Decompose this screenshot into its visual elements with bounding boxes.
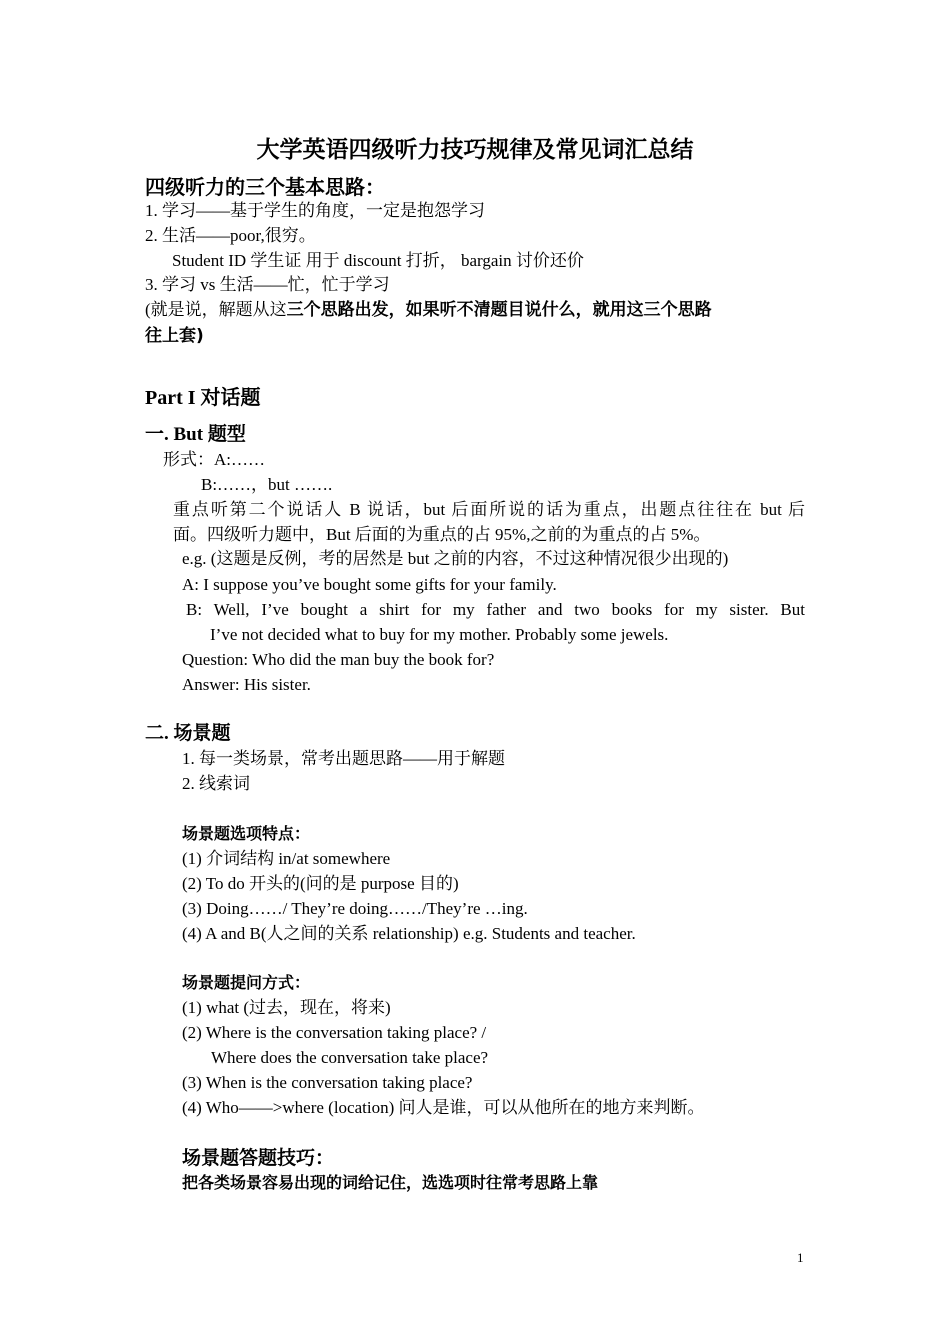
question-item: (3) When is the conversation taking place?: [182, 1073, 473, 1092]
intro-heading: 四级听力的三个基本思路：: [145, 175, 385, 199]
section-1-form-b: B:……，but …….: [201, 475, 333, 494]
intro-note-bold: 三个思路出发，如果听不清题目说什么，就用这三个思路: [286, 300, 712, 320]
section-1-dialog-b-2: I’ve not decided what to buy for my mother. Probably some jewels.: [210, 625, 669, 644]
skills-heading: 场景题答题技巧：: [182, 1147, 335, 1169]
skills-text: 把各类场景容易出现的词给记住，选选项时往常考思路上靠: [182, 1173, 599, 1192]
questions-heading: 场景题提问方式：: [182, 973, 311, 992]
section-1-form-a: 形式：A:……: [163, 450, 265, 469]
question-item: (2) Where is the conversation taking place? /: [182, 1023, 487, 1042]
question-item: (1) what (过去，现在，将来): [182, 998, 391, 1017]
question-item: Where does the conversation take place?: [211, 1048, 489, 1067]
section-1-example-note: e.g. (这题是反例，考的居然是 but 之前的内容，不过这种情况很少出现的): [182, 549, 729, 568]
feature-item: (1) 介词结构 in/at somewhere: [182, 849, 391, 868]
document-title: 大学英语四级听力技巧规律及常见词汇总结: [256, 137, 694, 163]
section-2-item-1: 1. 每一类场景，常考出题思路——用于解题: [182, 749, 505, 768]
intro-line-2: 2. 生活——poor,很穷。: [145, 226, 316, 245]
intro-line-4: 3. 学习 vs 生活——忙，忙于学习: [145, 275, 390, 294]
section-1-dialog-b-1: B: Well, I’ve bought a shirt for my father and two books for my sister. But: [186, 600, 805, 619]
intro-line-1: 1. 学习——基于学生的角度，一定是抱怨学习: [145, 201, 485, 220]
features-heading: 场景题选项特点：: [182, 824, 311, 843]
section-1-question: Question: Who did the man buy the book for?: [182, 650, 495, 669]
section-1-answer: Answer: His sister.: [182, 675, 311, 694]
intro-note: [145, 299, 712, 321]
intro-line-3: Student ID 学生证 用于 discount 打折， bargain 讨价还价: [172, 251, 584, 270]
section-1-heading: 一. But 题型: [145, 424, 246, 445]
intro-note-plain: (就是说，解题从这: [145, 300, 287, 319]
section-1-desc-2: 面。四级听力题中，But 后面的为重点的占 95%,之前的为重点的占 5%。: [173, 525, 711, 544]
section-1-desc-1: 重点听第二个说话人 B 说话，but 后面所说的话为重点，出题点往往在 but 后: [173, 500, 805, 519]
section-2-heading: 二. 场景题: [145, 723, 231, 744]
part-1-heading: Part I 对话题: [145, 387, 261, 409]
page-number: 1: [797, 1250, 804, 1265]
section-1-dialog-a: A: I suppose you’ve bought some gifts for your family.: [182, 575, 557, 594]
feature-item: (2) To do 开头的(问的是 purpose 目的): [182, 874, 459, 893]
question-item: (4) Who——>where (location) 问人是谁，可以从他所在的地方来判断。: [182, 1098, 705, 1117]
intro-note-line-2: 往上套): [145, 326, 204, 346]
section-2-item-2: 2. 线索词: [182, 774, 250, 793]
feature-item: (4) A and B(人之间的关系 relationship) e.g. Students and teacher.: [182, 924, 636, 943]
feature-item: (3) Doing……/ They’re doing……/They’re …ing.: [182, 899, 528, 918]
